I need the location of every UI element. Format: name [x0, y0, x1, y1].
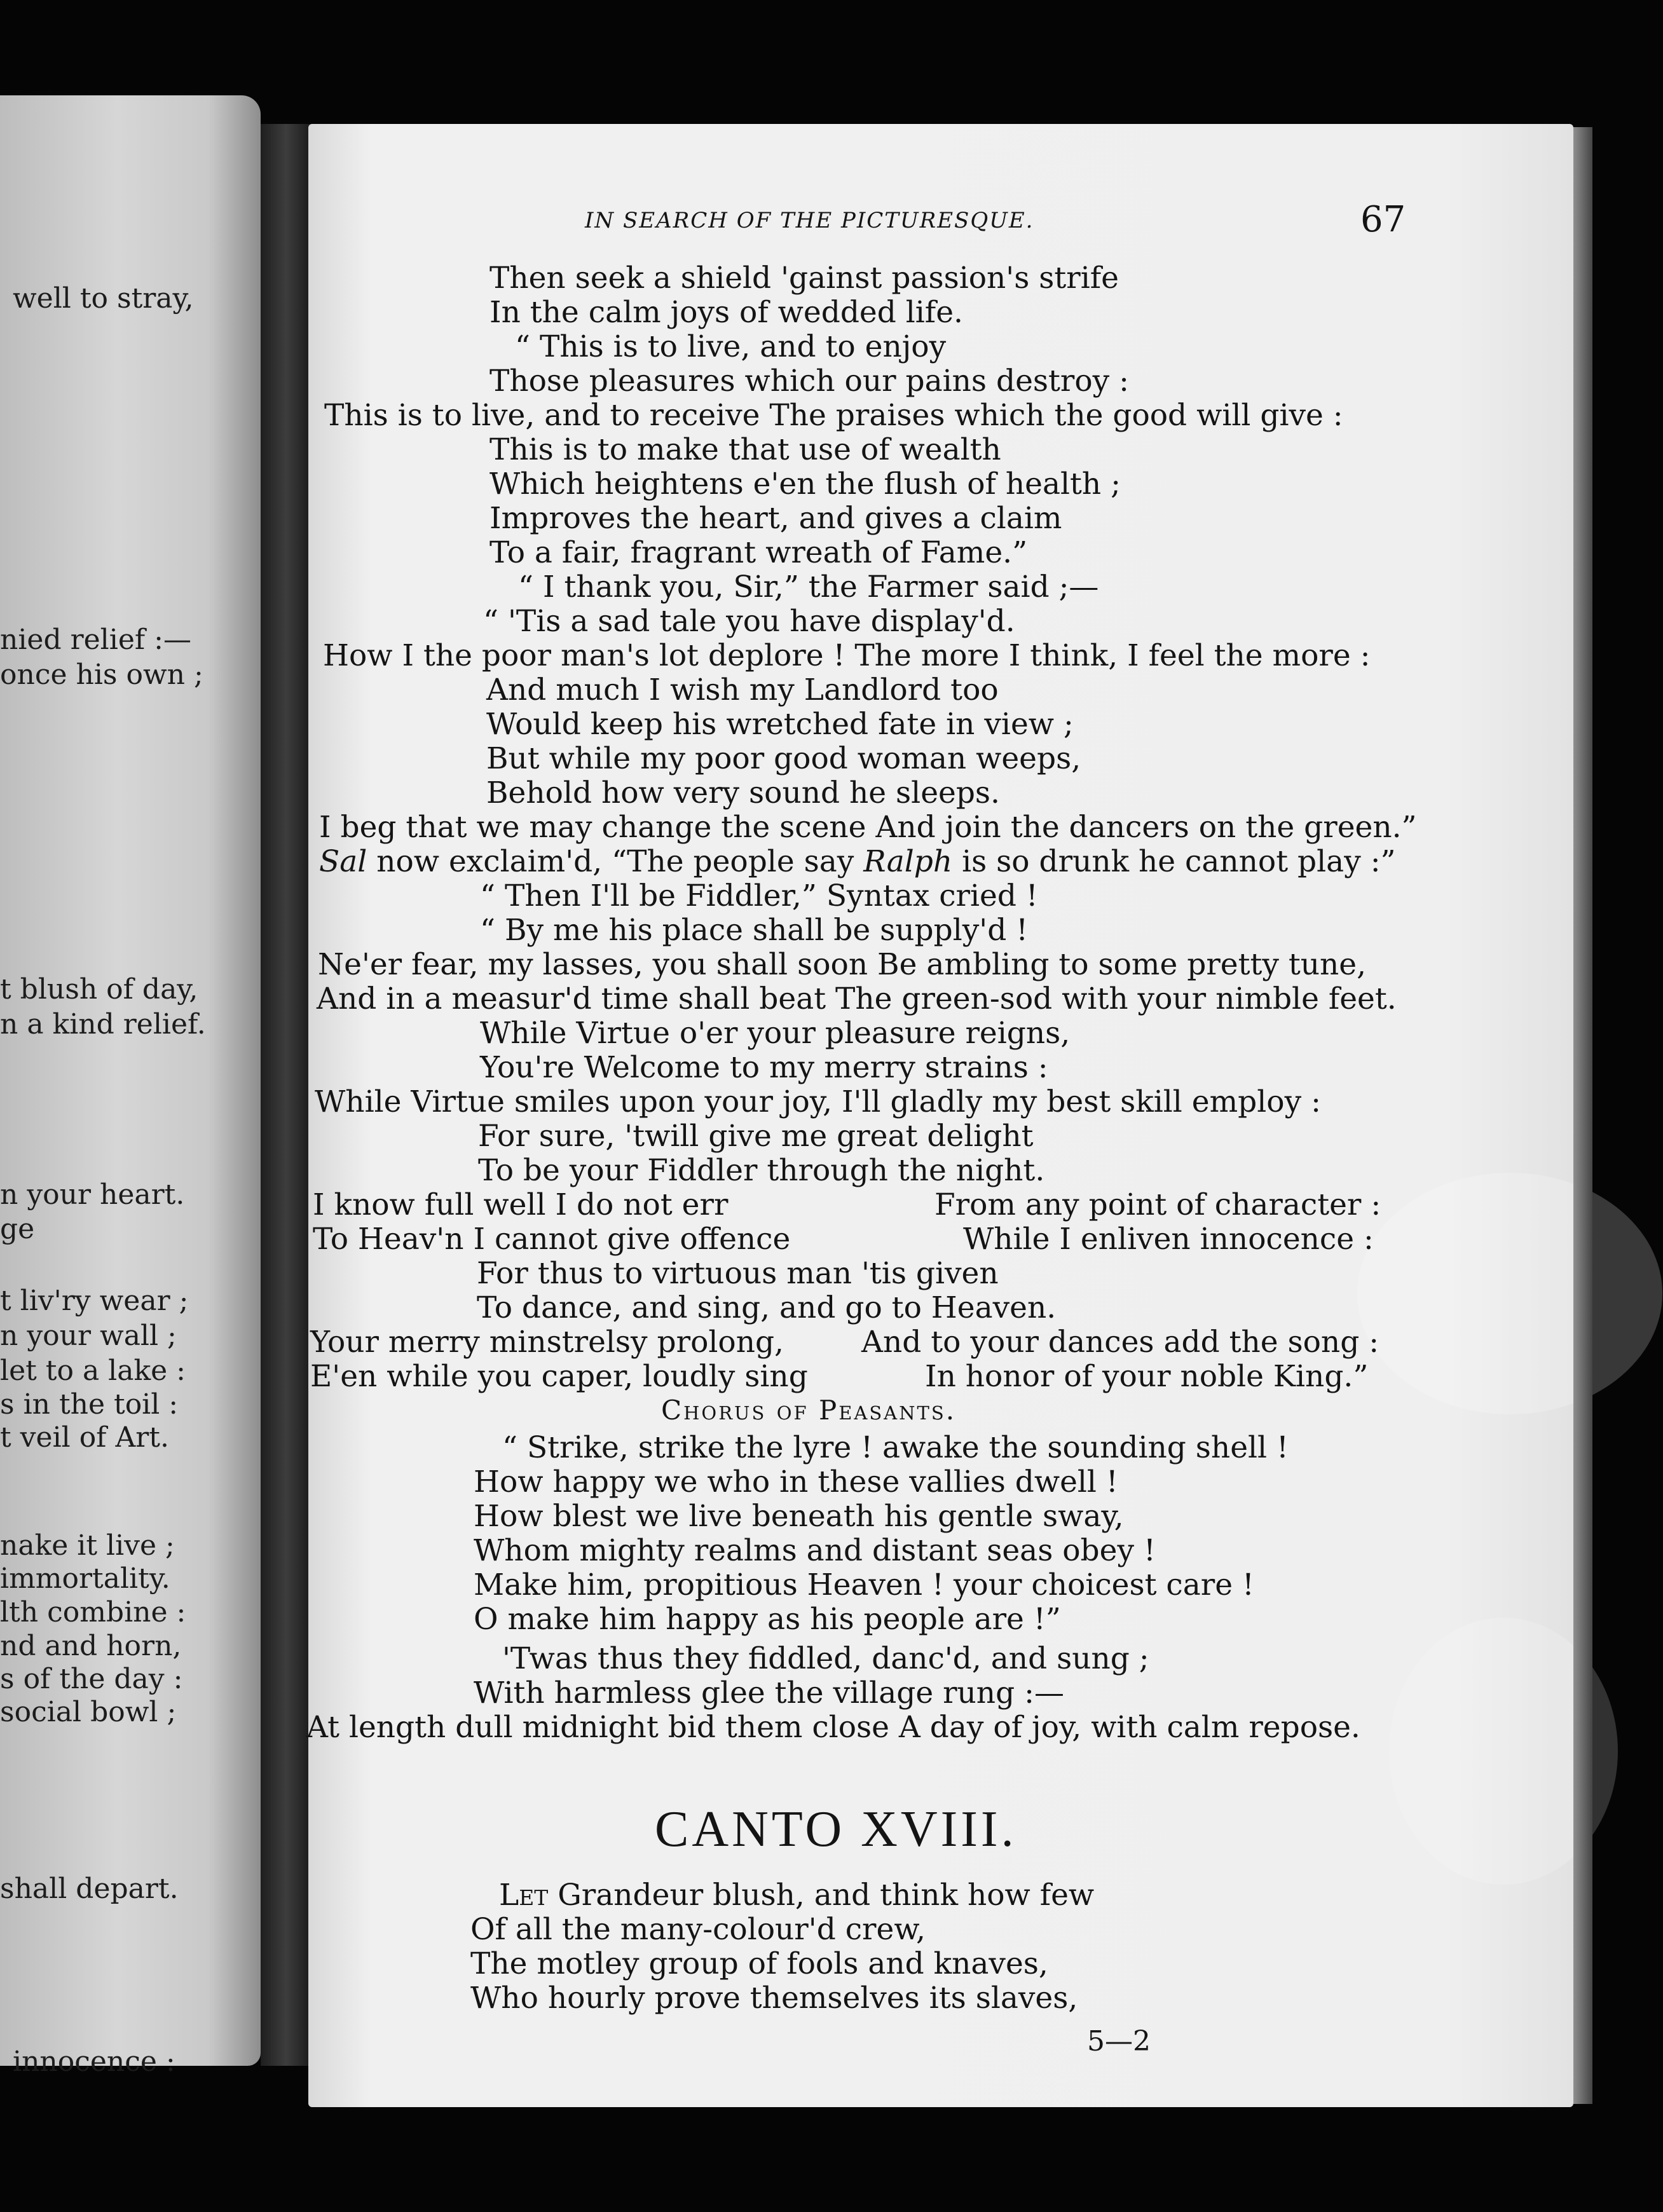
verse-line: Behold how very sound he sleeps.: [486, 775, 1000, 810]
verse-line: This is to make that use of wealth: [489, 432, 1001, 467]
canto-first-line: [499, 1878, 1095, 1913]
verse-text: now exclaim'd, “The people say: [367, 844, 864, 879]
chorus-heading: Chorus of Peasants.: [661, 1395, 957, 1426]
verse-line: This is to live, and to receive The praises which the good will give :: [324, 398, 1343, 433]
left-fragment: nied relief :—: [0, 624, 191, 656]
verse-line: To a fair, fragrant wreath of Fame.”: [489, 535, 1028, 570]
verse-line: You're Welcome to my merry strains :: [480, 1050, 1048, 1085]
left-fragment: nake it live ;: [0, 1529, 175, 1562]
verse-line: But while my poor good woman weeps,: [486, 741, 1081, 776]
canto-title: CANTO XVIII.: [655, 1801, 1017, 1857]
left-fragment: lth combine :: [0, 1596, 186, 1628]
paper-glare: [1357, 1173, 1662, 1414]
left-fragment: n your heart.: [0, 1178, 185, 1211]
left-fragment: t blush of day,: [0, 973, 198, 1006]
verse-line: At length dull midnight bid them close A day of joy, with calm repose.: [306, 1710, 1360, 1745]
left-fragment: let to a lake :: [0, 1355, 186, 1387]
verse-line: Which heightens e'en the flush of health ;: [489, 467, 1121, 502]
verse-line: “ 'Tis a sad tale you have display'd.: [483, 604, 1015, 639]
left-fragment: social bowl ;: [0, 1696, 177, 1728]
verse-text: is so drunk he cannot play :”: [952, 844, 1396, 879]
chorus-line: How blest we live beneath his gentle sway,: [474, 1499, 1124, 1534]
verse-line-left: To Heav'n I cannot give offence: [313, 1222, 791, 1257]
verse-line: Would keep his wretched fate in view ;: [486, 707, 1074, 742]
verse-line: And much I wish my Landlord too: [486, 672, 999, 707]
chorus-line: O make him happy as his people are !”: [474, 1602, 1061, 1637]
signature-mark: 5—2: [1087, 2025, 1151, 2058]
verse-line: And in a measur'd time shall beat The green-sod with your nimble feet.: [317, 981, 1397, 1016]
verse-line: “ This is to live, and to enjoy: [515, 329, 947, 364]
chorus-line: Whom mighty realms and distant seas obey !: [474, 1533, 1156, 1568]
left-fragment: ge: [0, 1213, 35, 1245]
verse-line: Then seek a shield 'gainst passion's strife: [489, 261, 1119, 296]
left-fragment: n your wall ;: [0, 1320, 177, 1352]
chorus-line: “ Strike, strike the lyre ! awake the sounding shell !: [502, 1430, 1289, 1465]
left-fragment: shall depart.: [0, 1873, 179, 1905]
page-number: 67: [1360, 199, 1406, 240]
verse-line: To dance, and sing, and go to Heaven.: [477, 1290, 1057, 1325]
verse-line: “ I thank you, Sir,” the Farmer said ;—: [518, 570, 1099, 604]
canto-line: Who hourly prove themselves its slaves,: [470, 1981, 1078, 2016]
left-fragment: t liv'ry wear ;: [0, 1285, 189, 1317]
verse-line: Ne'er fear, my lasses, you shall soon Be ambling to some pretty tune,: [318, 947, 1367, 982]
verse-line: How I the poor man's lot deplore ! The more I think, I feel the more :: [323, 638, 1371, 673]
verse-line: Those pleasures which our pains destroy :: [489, 364, 1129, 399]
verse-line: To be your Fiddler through the night.: [478, 1153, 1045, 1188]
name-ralph: Ralph: [863, 844, 953, 879]
verse-line: Improves the heart, and gives a claim: [489, 501, 1062, 536]
verse-line-right: In honor of your noble King.”: [925, 1359, 1369, 1394]
left-fragment: once his own ;: [0, 659, 203, 691]
verse-text: Grandeur blush, and think how few: [548, 1878, 1095, 1913]
verse-line-right: From any point of character :: [934, 1187, 1381, 1222]
canto-line: The motley group of fools and knaves,: [470, 1946, 1048, 1981]
left-fragment: innocence :: [13, 2045, 175, 2078]
book-gutter: [261, 124, 311, 2066]
verse-line: For sure, 'twill give me great delight: [478, 1119, 1034, 1154]
verse-line: “ By me his place shall be supply'd !: [480, 913, 1029, 948]
verse-line: With harmless glee the village rung :—: [474, 1676, 1064, 1710]
chorus-line: How happy we who in these vallies dwell !: [474, 1464, 1118, 1499]
left-fragment: s of the day :: [0, 1663, 183, 1695]
verse-line-sal: [319, 844, 1396, 879]
left-fragment: well to stray,: [13, 282, 194, 315]
verse-line-right: And to your dances add the song :: [861, 1325, 1379, 1360]
verse-line: For thus to virtuous man 'tis given: [477, 1256, 999, 1291]
verse-line: I beg that we may change the scene And join the dancers on the green.”: [319, 810, 1417, 845]
left-fragment: s in the toil :: [0, 1388, 179, 1421]
page-edge: [1573, 127, 1592, 2104]
verse-line: While Virtue o'er your pleasure reigns,: [480, 1016, 1071, 1051]
drop-word: Let: [499, 1878, 549, 1913]
verse-line: 'Twas thus they fiddled, danc'd, and sung ;: [502, 1641, 1149, 1676]
running-head: IN SEARCH OF THE PICTURESQUE.: [585, 208, 1034, 233]
verse-line: In the calm joys of wedded life.: [489, 295, 963, 330]
chorus-line: Make him, propitious Heaven ! your choicest care !: [474, 1567, 1254, 1602]
verse-line-right: While I enliven innocence :: [963, 1222, 1374, 1257]
left-page: [0, 95, 261, 2078]
verse-line: “ Then I'll be Fiddler,” Syntax cried !: [480, 878, 1038, 913]
canto-line: Of all the many-colour'd crew,: [470, 1912, 926, 1947]
speaker-name-sal: Sal: [319, 844, 367, 879]
verse-line-left: I know full well I do not err: [313, 1187, 729, 1222]
left-fragment: nd and horn,: [0, 1630, 182, 1662]
verse-line: While Virtue smiles upon your joy, I'll gladly my best skill employ :: [315, 1084, 1321, 1119]
left-fragment: t veil of Art.: [0, 1421, 169, 1454]
verse-line-left: Your merry minstrelsy prolong,: [310, 1325, 784, 1360]
left-fragment: immortality.: [0, 1562, 170, 1595]
left-fragment: n a kind relief.: [0, 1008, 206, 1041]
verse-line-left: E'en while you caper, loudly sing: [310, 1359, 808, 1394]
